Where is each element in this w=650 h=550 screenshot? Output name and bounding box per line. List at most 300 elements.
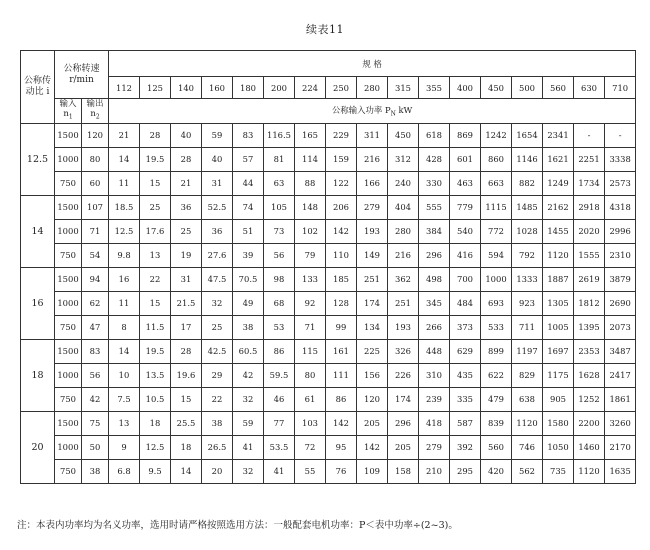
power-cell: 711 <box>512 315 543 339</box>
spec-header-cell: 450 <box>481 77 512 99</box>
power-cell: 8 <box>109 315 140 339</box>
power-cell: 79 <box>295 243 326 267</box>
power-cell: 1628 <box>574 363 605 387</box>
power-cell: 19 <box>171 243 202 267</box>
power-cell: 16 <box>109 267 140 291</box>
spec-header-cell: 630 <box>574 77 605 99</box>
power-cell: 1861 <box>605 387 636 411</box>
power-cell: 498 <box>419 267 450 291</box>
power-cell: 32 <box>233 387 264 411</box>
power-cell: 28 <box>140 123 171 147</box>
power-cell: 10 <box>109 363 140 387</box>
power-cell: 19.5 <box>140 147 171 171</box>
power-cell: 51 <box>233 219 264 243</box>
power-cell: 1734 <box>574 171 605 195</box>
power-cell: 71 <box>295 315 326 339</box>
power-cell: 1455 <box>543 219 574 243</box>
table-row <box>21 195 636 219</box>
output-speed-cell: 83 <box>82 339 109 363</box>
power-cell: 700 <box>450 267 481 291</box>
power-cell: 80 <box>295 363 326 387</box>
input-speed-label: 输入 <box>59 99 77 109</box>
input-speed-cell: 1000 <box>55 435 82 459</box>
input-speed-subscript: 1 <box>68 113 73 121</box>
power-cell: 240 <box>388 171 419 195</box>
power-cell: 2200 <box>574 411 605 435</box>
power-cell: 74 <box>233 195 264 219</box>
power-cell: 555 <box>419 195 450 219</box>
power-cell: 479 <box>481 387 512 411</box>
power-cell: 2073 <box>605 315 636 339</box>
power-cell: 63 <box>264 171 295 195</box>
spec-header-cell: 280 <box>357 77 388 99</box>
power-cell: 111 <box>326 363 357 387</box>
power-cell: 2162 <box>543 195 574 219</box>
power-cell: 28 <box>171 339 202 363</box>
power-cell: 484 <box>450 291 481 315</box>
power-cell: 15 <box>140 171 171 195</box>
power-cell: 120 <box>357 387 388 411</box>
power-cell: 86 <box>326 387 357 411</box>
power-cell: 735 <box>543 459 574 483</box>
power-cell: 629 <box>450 339 481 363</box>
power-cell: 22 <box>140 267 171 291</box>
power-cell: 1485 <box>512 195 543 219</box>
power-cell: 59 <box>233 411 264 435</box>
input-speed-cell: 750 <box>55 243 82 267</box>
power-cell: 7.5 <box>109 387 140 411</box>
power-cell: 11.5 <box>140 315 171 339</box>
table-row <box>21 387 636 411</box>
input-speed-cell: 750 <box>55 171 82 195</box>
input-speed-cell: 1000 <box>55 291 82 315</box>
power-cell: 134 <box>357 315 388 339</box>
power-cell: 20 <box>202 459 233 483</box>
power-cell: 41 <box>233 435 264 459</box>
power-cell: 11 <box>109 291 140 315</box>
power-cell: 693 <box>481 291 512 315</box>
power-cell: - <box>574 123 605 147</box>
power-cell: 25.5 <box>171 411 202 435</box>
power-rating-table <box>20 50 636 484</box>
power-cell: 52.5 <box>202 195 233 219</box>
ratio-cell: 14 <box>21 195 55 267</box>
power-cell: 1197 <box>512 339 543 363</box>
power-cell: 12.5 <box>140 435 171 459</box>
ratio-cell: 12.5 <box>21 123 55 195</box>
power-cell: 28 <box>171 147 202 171</box>
spec-header-cell: 560 <box>543 77 574 99</box>
power-cell: 36 <box>171 195 202 219</box>
spec-header-cell: 500 <box>512 77 543 99</box>
power-cell: 9.5 <box>140 459 171 483</box>
spec-row <box>21 77 636 99</box>
power-cell: 210 <box>419 459 450 483</box>
output-speed-symbol: n <box>90 109 96 119</box>
power-cell: 53.5 <box>264 435 295 459</box>
power-cell: 540 <box>450 219 481 243</box>
power-cell: 133 <box>295 267 326 291</box>
table-row <box>21 339 636 363</box>
power-cell: 53 <box>264 315 295 339</box>
power-cell: 860 <box>481 147 512 171</box>
power-cell: 26.5 <box>202 435 233 459</box>
power-cell: 905 <box>543 387 574 411</box>
table-row <box>21 171 636 195</box>
power-cell: 25 <box>202 315 233 339</box>
power-cell: 92 <box>295 291 326 315</box>
power-cell: 159 <box>326 147 357 171</box>
power-cell: 562 <box>512 459 543 483</box>
input-speed-cell: 1500 <box>55 195 82 219</box>
power-cell: 296 <box>419 243 450 267</box>
power-cell: 47.5 <box>202 267 233 291</box>
power-cell: 40 <box>171 123 202 147</box>
power-cell: 1120 <box>543 243 574 267</box>
power-cell: 32 <box>233 459 264 483</box>
power-cell: 279 <box>357 195 388 219</box>
power-cell: 12.5 <box>109 219 140 243</box>
table-row <box>21 267 636 291</box>
power-cell: 1115 <box>481 195 512 219</box>
power-cell: 362 <box>388 267 419 291</box>
power-cell: 2996 <box>605 219 636 243</box>
input-speed-cell: 1500 <box>55 123 82 147</box>
power-cell: 779 <box>450 195 481 219</box>
power-cell: 102 <box>295 219 326 243</box>
power-cell: 392 <box>450 435 481 459</box>
input-speed-header <box>55 99 82 124</box>
output-speed-cell: 94 <box>82 267 109 291</box>
power-cell: 1460 <box>574 435 605 459</box>
power-cell: 384 <box>419 219 450 243</box>
power-cell: 56 <box>264 243 295 267</box>
power-cell: 109 <box>357 459 388 483</box>
power-cell: 345 <box>419 291 450 315</box>
power-cell: 2573 <box>605 171 636 195</box>
power-cell: 14 <box>171 459 202 483</box>
power-cell: 185 <box>326 267 357 291</box>
output-speed-cell: 75 <box>82 411 109 435</box>
power-cell: 587 <box>450 411 481 435</box>
table-row <box>21 459 636 483</box>
power-cell: 44 <box>233 171 264 195</box>
power-cell: 601 <box>450 147 481 171</box>
power-cell: 68 <box>264 291 295 315</box>
power-cell: 6.8 <box>109 459 140 483</box>
power-cell: 95 <box>326 435 357 459</box>
power-cell: 1305 <box>543 291 574 315</box>
power-cell: 193 <box>357 219 388 243</box>
power-cell: 31 <box>202 171 233 195</box>
power-cell: 55 <box>295 459 326 483</box>
power-cell: 14 <box>109 339 140 363</box>
power-cell: 1050 <box>543 435 574 459</box>
power-cell: 1120 <box>574 459 605 483</box>
power-cell: 1812 <box>574 291 605 315</box>
power-cell: 165 <box>295 123 326 147</box>
power-cell: 18 <box>140 411 171 435</box>
spec-header-cell: 355 <box>419 77 450 99</box>
power-cell: 13 <box>109 411 140 435</box>
power-cell: 463 <box>450 171 481 195</box>
power-cell: 3260 <box>605 411 636 435</box>
spec-header-cell: 140 <box>171 77 202 99</box>
power-cell: 594 <box>481 243 512 267</box>
power-cell: 2170 <box>605 435 636 459</box>
power-subscript: N <box>390 110 396 118</box>
power-cell: 161 <box>326 339 357 363</box>
table-row <box>21 123 636 147</box>
input-speed-symbol: n <box>63 109 69 119</box>
power-cell: 142 <box>326 219 357 243</box>
power-cell: 158 <box>388 459 419 483</box>
power-cell: 57 <box>233 147 264 171</box>
power-cell: 36 <box>202 219 233 243</box>
power-cell: 77 <box>264 411 295 435</box>
power-cell: 115 <box>295 339 326 363</box>
power-cell: 663 <box>481 171 512 195</box>
power-cell: 15 <box>171 387 202 411</box>
power-cell: 17.6 <box>140 219 171 243</box>
input-speed-cell: 1500 <box>55 339 82 363</box>
power-cell: 310 <box>419 363 450 387</box>
table-row <box>21 411 636 435</box>
power-cell: 1120 <box>512 411 543 435</box>
power-cell: 21 <box>109 123 140 147</box>
output-speed-cell: 54 <box>82 243 109 267</box>
power-cell: 1635 <box>605 459 636 483</box>
power-cell: 32 <box>202 291 233 315</box>
output-speed-header <box>82 99 109 124</box>
spec-header-cell: 250 <box>326 77 357 99</box>
power-cell: 2310 <box>605 243 636 267</box>
output-speed-cell: 62 <box>82 291 109 315</box>
power-cell: 40 <box>202 147 233 171</box>
power-cell: 2690 <box>605 291 636 315</box>
power-cell: 25 <box>140 195 171 219</box>
output-speed-cell: 60 <box>82 171 109 195</box>
power-cell: 3487 <box>605 339 636 363</box>
power-cell: 1887 <box>543 267 574 291</box>
power-cell: 239 <box>419 387 450 411</box>
power-cell: 899 <box>481 339 512 363</box>
power-cell: 59 <box>202 123 233 147</box>
power-cell: 73 <box>264 219 295 243</box>
power-cell: 1028 <box>512 219 543 243</box>
power-cell: 1333 <box>512 267 543 291</box>
power-cell: 21 <box>171 171 202 195</box>
power-cell: 142 <box>326 411 357 435</box>
footnote: 注：本表内功率均为名义功率，选用时请严格按照选用方法：一般配套电机功率：P＜表中功率÷(2~3)。 <box>17 520 458 531</box>
power-cell: 156 <box>357 363 388 387</box>
input-speed-cell: 1000 <box>55 147 82 171</box>
table-row <box>21 147 636 171</box>
output-speed-cell: 47 <box>82 315 109 339</box>
power-cell: 226 <box>388 363 419 387</box>
output-speed-subscript: 2 <box>95 113 100 121</box>
power-cell: 1697 <box>543 339 574 363</box>
power-cell: 229 <box>326 123 357 147</box>
power-cell: 110 <box>326 243 357 267</box>
power-cell: 280 <box>388 219 419 243</box>
power-cell: 17 <box>171 315 202 339</box>
power-cell: 4318 <box>605 195 636 219</box>
power-cell: 428 <box>419 147 450 171</box>
power-cell: 205 <box>388 435 419 459</box>
power-cell: 42 <box>233 363 264 387</box>
power-cell: 128 <box>326 291 357 315</box>
power-cell: 29 <box>202 363 233 387</box>
power-cell: 2251 <box>574 147 605 171</box>
power-cell: 1580 <box>543 411 574 435</box>
power-cell: 216 <box>357 147 388 171</box>
power-cell: 792 <box>512 243 543 267</box>
power-unit: kW <box>398 105 413 115</box>
power-cell: 1175 <box>543 363 574 387</box>
power-cell: 1005 <box>543 315 574 339</box>
power-cell: 1621 <box>543 147 574 171</box>
table-caption: 续表11 <box>306 23 344 36</box>
power-cell: 1654 <box>512 123 543 147</box>
input-speed-cell: 750 <box>55 315 82 339</box>
power-cell: 2020 <box>574 219 605 243</box>
power-cell: 225 <box>357 339 388 363</box>
power-cell: 122 <box>326 171 357 195</box>
power-cell: 251 <box>388 291 419 315</box>
power-cell: 533 <box>481 315 512 339</box>
output-speed-label: 输出 <box>86 99 104 109</box>
output-speed-cell: 56 <box>82 363 109 387</box>
power-cell: 418 <box>419 411 450 435</box>
power-cell: 1242 <box>481 123 512 147</box>
power-cell: 416 <box>450 243 481 267</box>
power-cell: 448 <box>419 339 450 363</box>
power-cell: 76 <box>326 459 357 483</box>
power-cell: 114 <box>295 147 326 171</box>
power-cell: 923 <box>512 291 543 315</box>
power-cell: 869 <box>450 123 481 147</box>
output-speed-cell: 38 <box>82 459 109 483</box>
power-cell: 335 <box>450 387 481 411</box>
table-row <box>21 435 636 459</box>
power-cell: 99 <box>326 315 357 339</box>
power-cell: 81 <box>264 147 295 171</box>
input-speed-cell: 1000 <box>55 219 82 243</box>
output-speed-cell: 80 <box>82 147 109 171</box>
power-cell: 3879 <box>605 267 636 291</box>
power-cell: 13 <box>140 243 171 267</box>
power-cell: 59.5 <box>264 363 295 387</box>
power-header <box>109 99 636 124</box>
table-row <box>21 219 636 243</box>
power-cell: 14 <box>109 147 140 171</box>
power-cell: 882 <box>512 171 543 195</box>
power-cell: 142 <box>357 435 388 459</box>
output-speed-cell: 120 <box>82 123 109 147</box>
input-speed-cell: 750 <box>55 387 82 411</box>
spec-header-cell: 125 <box>140 77 171 99</box>
power-cell: 193 <box>388 315 419 339</box>
power-cell: 19.5 <box>140 339 171 363</box>
spec-header-cell: 160 <box>202 77 233 99</box>
power-cell: 105 <box>264 195 295 219</box>
power-cell: 31 <box>171 267 202 291</box>
power-cell: 420 <box>481 459 512 483</box>
power-cell: 18 <box>171 435 202 459</box>
power-cell: 70.5 <box>233 267 264 291</box>
power-cell: 49 <box>233 291 264 315</box>
power-cell: 9.8 <box>109 243 140 267</box>
power-cell: 11 <box>109 171 140 195</box>
spec-header-cell: 180 <box>233 77 264 99</box>
power-cell: 330 <box>419 171 450 195</box>
power-cell: 1555 <box>574 243 605 267</box>
power-cell: 1252 <box>574 387 605 411</box>
output-speed-cell: 107 <box>82 195 109 219</box>
power-cell: 622 <box>481 363 512 387</box>
power-cell: 295 <box>450 459 481 483</box>
power-cell: 72 <box>295 435 326 459</box>
power-cell: 1249 <box>543 171 574 195</box>
power-cell: 41 <box>264 459 295 483</box>
table-row <box>21 291 636 315</box>
power-cell: 98 <box>264 267 295 291</box>
spec-header-cell: 315 <box>388 77 419 99</box>
spec-header-cell: 400 <box>450 77 481 99</box>
power-cell: 450 <box>388 123 419 147</box>
spec-header: 规 格 <box>109 51 636 77</box>
power-cell: 2417 <box>605 363 636 387</box>
power-cell: 13.5 <box>140 363 171 387</box>
power-cell: 10.5 <box>140 387 171 411</box>
power-cell: 2341 <box>543 123 574 147</box>
power-cell: 638 <box>512 387 543 411</box>
ratio-header: 公称传动比 i <box>21 51 55 124</box>
power-cell: 296 <box>388 411 419 435</box>
power-cell: 166 <box>357 171 388 195</box>
input-speed-cell: 1000 <box>55 363 82 387</box>
power-cell: 2619 <box>574 267 605 291</box>
power-cell: 38 <box>233 315 264 339</box>
ratio-cell: 18 <box>21 339 55 411</box>
power-cell: 60.5 <box>233 339 264 363</box>
power-cell: 103 <box>295 411 326 435</box>
power-cell: 2353 <box>574 339 605 363</box>
power-cell: 373 <box>450 315 481 339</box>
power-cell: 829 <box>512 363 543 387</box>
power-cell: 174 <box>388 387 419 411</box>
power-cell: 148 <box>295 195 326 219</box>
power-cell: 206 <box>326 195 357 219</box>
power-cell: 27.6 <box>202 243 233 267</box>
power-cell: 404 <box>388 195 419 219</box>
speed-header: 公称转速 r/min <box>55 51 109 99</box>
power-cell: 22 <box>202 387 233 411</box>
power-cell: 25 <box>171 219 202 243</box>
input-speed-cell: 750 <box>55 459 82 483</box>
power-cell: 216 <box>388 243 419 267</box>
power-cell: 746 <box>512 435 543 459</box>
output-speed-cell: 42 <box>82 387 109 411</box>
spec-header-cell: 224 <box>295 77 326 99</box>
power-cell: 21.5 <box>171 291 202 315</box>
spec-header-cell: 200 <box>264 77 295 99</box>
ratio-cell: 20 <box>21 411 55 483</box>
output-speed-cell: 71 <box>82 219 109 243</box>
power-cell: 435 <box>450 363 481 387</box>
power-cell: 15 <box>140 291 171 315</box>
